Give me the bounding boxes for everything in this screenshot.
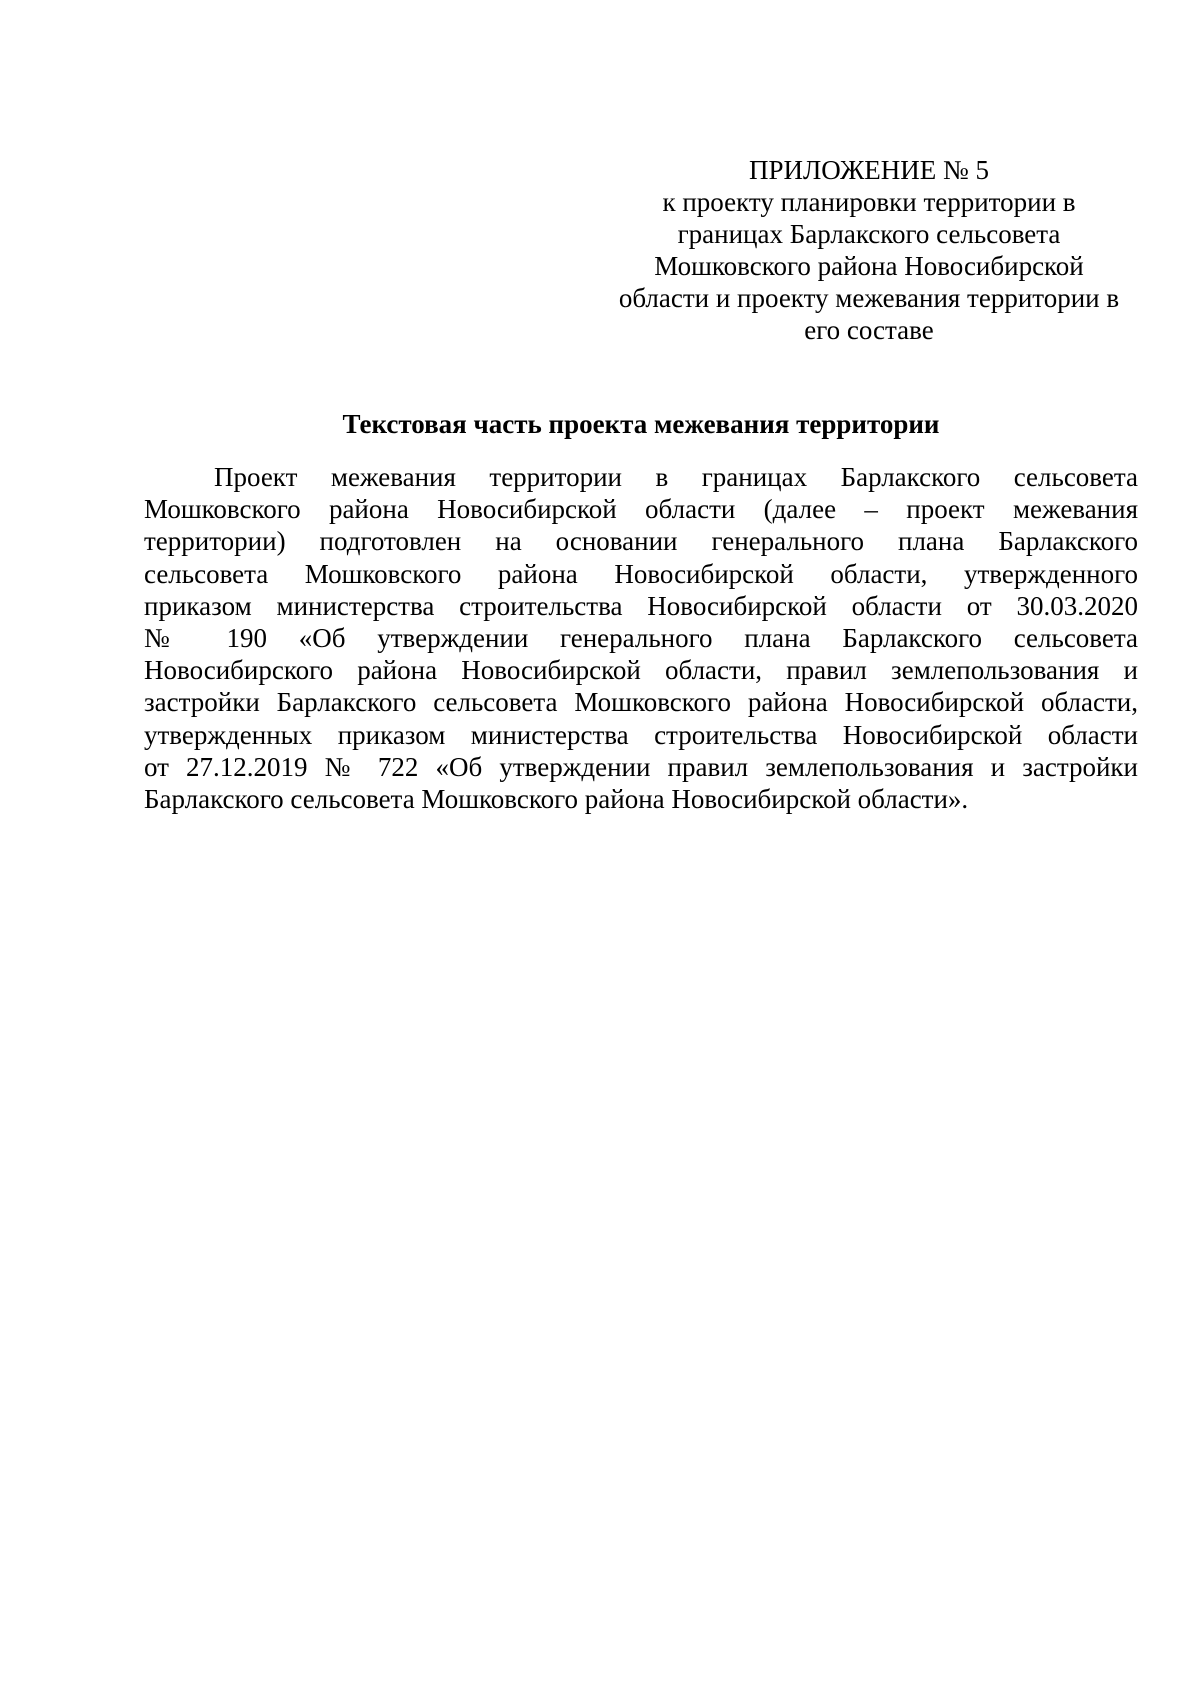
appendix-line: к проекту планировки территории в (662, 187, 1076, 217)
paragraph-line: сельсовета Мошковского района Новосибирской области, утвержденного (144, 558, 1138, 589)
paragraph-line: от 27.12.2019 № 722 «Об утверждении правил землепользования и застройки (144, 751, 1138, 782)
paragraph-line: территории) подготовлен на основании генерального плана Барлакского (144, 526, 1138, 557)
paragraph-line: Барлакского сельсовета Мошковского района Новосибирской области». (144, 784, 969, 815)
paragraph-line: приказом министерства строительства Новосибирской области от 30.03.2020 (144, 590, 1138, 621)
appendix-line: его составе (804, 315, 934, 345)
paragraph-line: № 190 «Об утверждении генерального плана Барлакского сельсовета (144, 623, 1138, 654)
appendix-header (600, 154, 1138, 346)
appendix-line: области и проекту межевания территории в (618, 283, 1120, 313)
appendix-line: Мошковского района Новосибирской (654, 251, 1084, 281)
paragraph-line: Проект межевания территории в границах Барлакского сельсовета (214, 462, 1138, 492)
paragraph-line: застройки Барлакского сельсовета Мошковского района Новосибирской области, (144, 687, 1138, 718)
appendix-line: границах Барлакского сельсовета (677, 219, 1061, 249)
paragraph-line: Новосибирского района Новосибирской области, правил землепользования и (144, 655, 1138, 686)
paragraph-line: утвержденных приказом министерства строительства Новосибирской области (144, 719, 1138, 750)
appendix-number: ПРИЛОЖЕНИЕ № 5 (748, 155, 990, 185)
section-title: Текстовая часть проекта межевания территории (342, 409, 940, 439)
paragraph-line: Мошковского района Новосибирской области (далее – проект межевания (144, 494, 1138, 525)
body-paragraph (144, 461, 1138, 815)
